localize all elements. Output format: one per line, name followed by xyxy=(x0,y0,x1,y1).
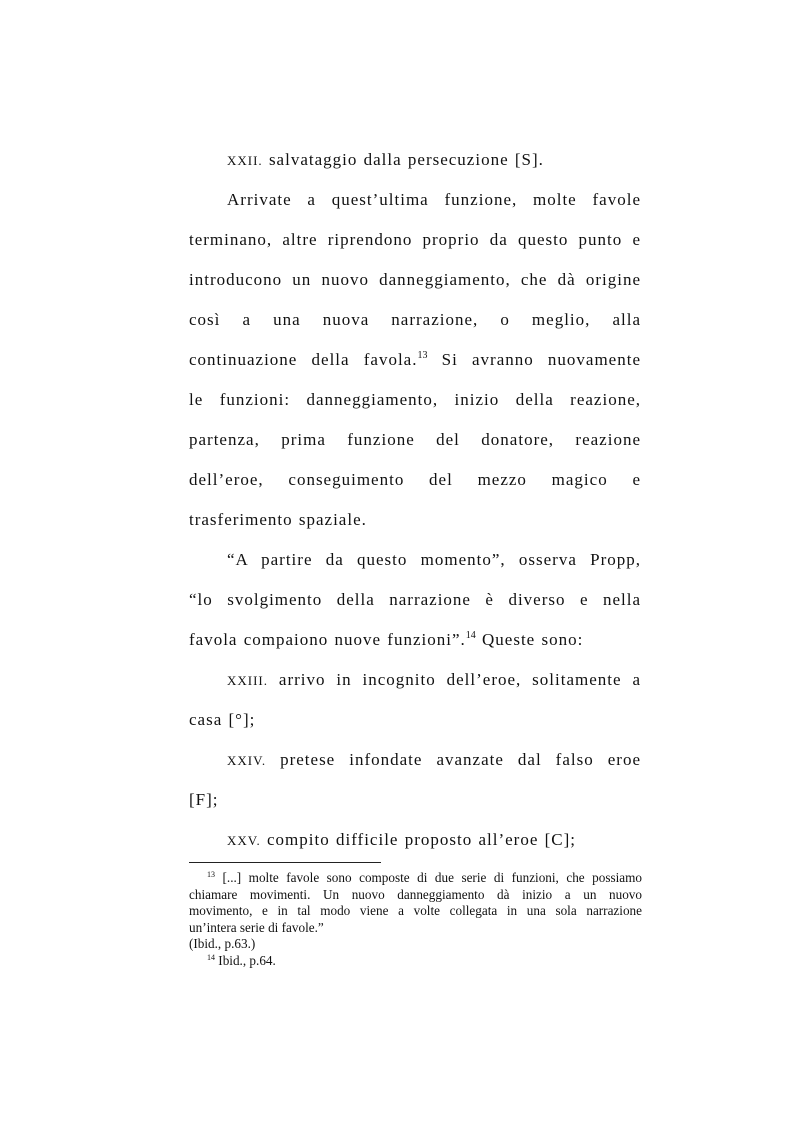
paragraph-line: “lo svolgimento della narrazione è diverso e nella xyxy=(189,590,641,609)
function-xxiii: XXIII. arrivo in incognito dell’eroe, solitamente a xyxy=(227,670,641,689)
footnote-14: $^{14}$ Ibid., p.64. xyxy=(207,952,276,968)
paragraph-line: le funzioni: danneggiamento, inizio della reazione, xyxy=(189,390,641,409)
paragraph-line: “A partire da questo momento”, osserva Propp, xyxy=(227,550,641,569)
roman-numeral: XXV. xyxy=(227,833,261,848)
footnote-13: $^{13}$ [...] molte favole sono composte di due serie di funzioni, che possiamo xyxy=(207,870,642,885)
paragraph-line: continuazione della favola.$^{13}$ Si avranno nuovamente xyxy=(189,350,641,369)
footnote-ref-14[interactable]: 14 xyxy=(465,630,476,641)
footnote-line: movimento, e in tal modo viene a volte collegata in una sola narrazione xyxy=(189,903,642,918)
roman-numeral: XXIV. xyxy=(227,753,267,768)
roman-numeral: XXIII. xyxy=(227,673,269,688)
footnote-number: 13 xyxy=(207,870,215,879)
paragraph-line: [F]; xyxy=(189,790,219,809)
footnote-ref-13[interactable]: 13 xyxy=(417,350,428,361)
footnote-number: 14 xyxy=(207,952,215,962)
paragraph-line: favola compaiono nuove funzioni”.$^{14}$ Queste sono: xyxy=(189,630,584,649)
footnote-line: chiamare movimenti. Un nuovo danneggiamento dà inizio a un nuovo xyxy=(189,886,642,902)
paragraph-line: così a una nuova narrazione, o meglio, alla xyxy=(189,310,641,329)
function-xxii: XXII. salvataggio dalla persecuzione [S]. xyxy=(227,150,544,169)
function-xxv: XXV. compito difficile proposto all’eroe [C]; xyxy=(227,830,577,849)
paragraph-line: terminano, altre riprendono proprio da questo punto e xyxy=(189,230,641,249)
footnote-line: un’intera serie di favole.” xyxy=(189,919,324,935)
paragraph-line: introducono un nuovo danneggiamento, che dà origine xyxy=(189,270,641,289)
paragraph-line: Arrivate a quest’ultima funzione, molte favole xyxy=(227,190,641,209)
function-xxiv: XXIV. pretese infondate avanzate dal falso eroe xyxy=(227,750,641,769)
paragraph-line: partenza, prima funzione del donatore, reazione xyxy=(189,430,641,449)
roman-numeral: XXII. xyxy=(227,153,263,168)
paragraph-line: dell’eroe, conseguimento del mezzo magico e xyxy=(189,470,641,489)
footnotes xyxy=(189,870,642,969)
footnote-separator xyxy=(189,862,381,863)
paragraph-line: casa [°]; xyxy=(189,710,256,729)
footnote-source: (Ibid., p.63.) xyxy=(189,936,256,951)
paragraph-line: trasferimento spaziale. xyxy=(189,510,367,529)
